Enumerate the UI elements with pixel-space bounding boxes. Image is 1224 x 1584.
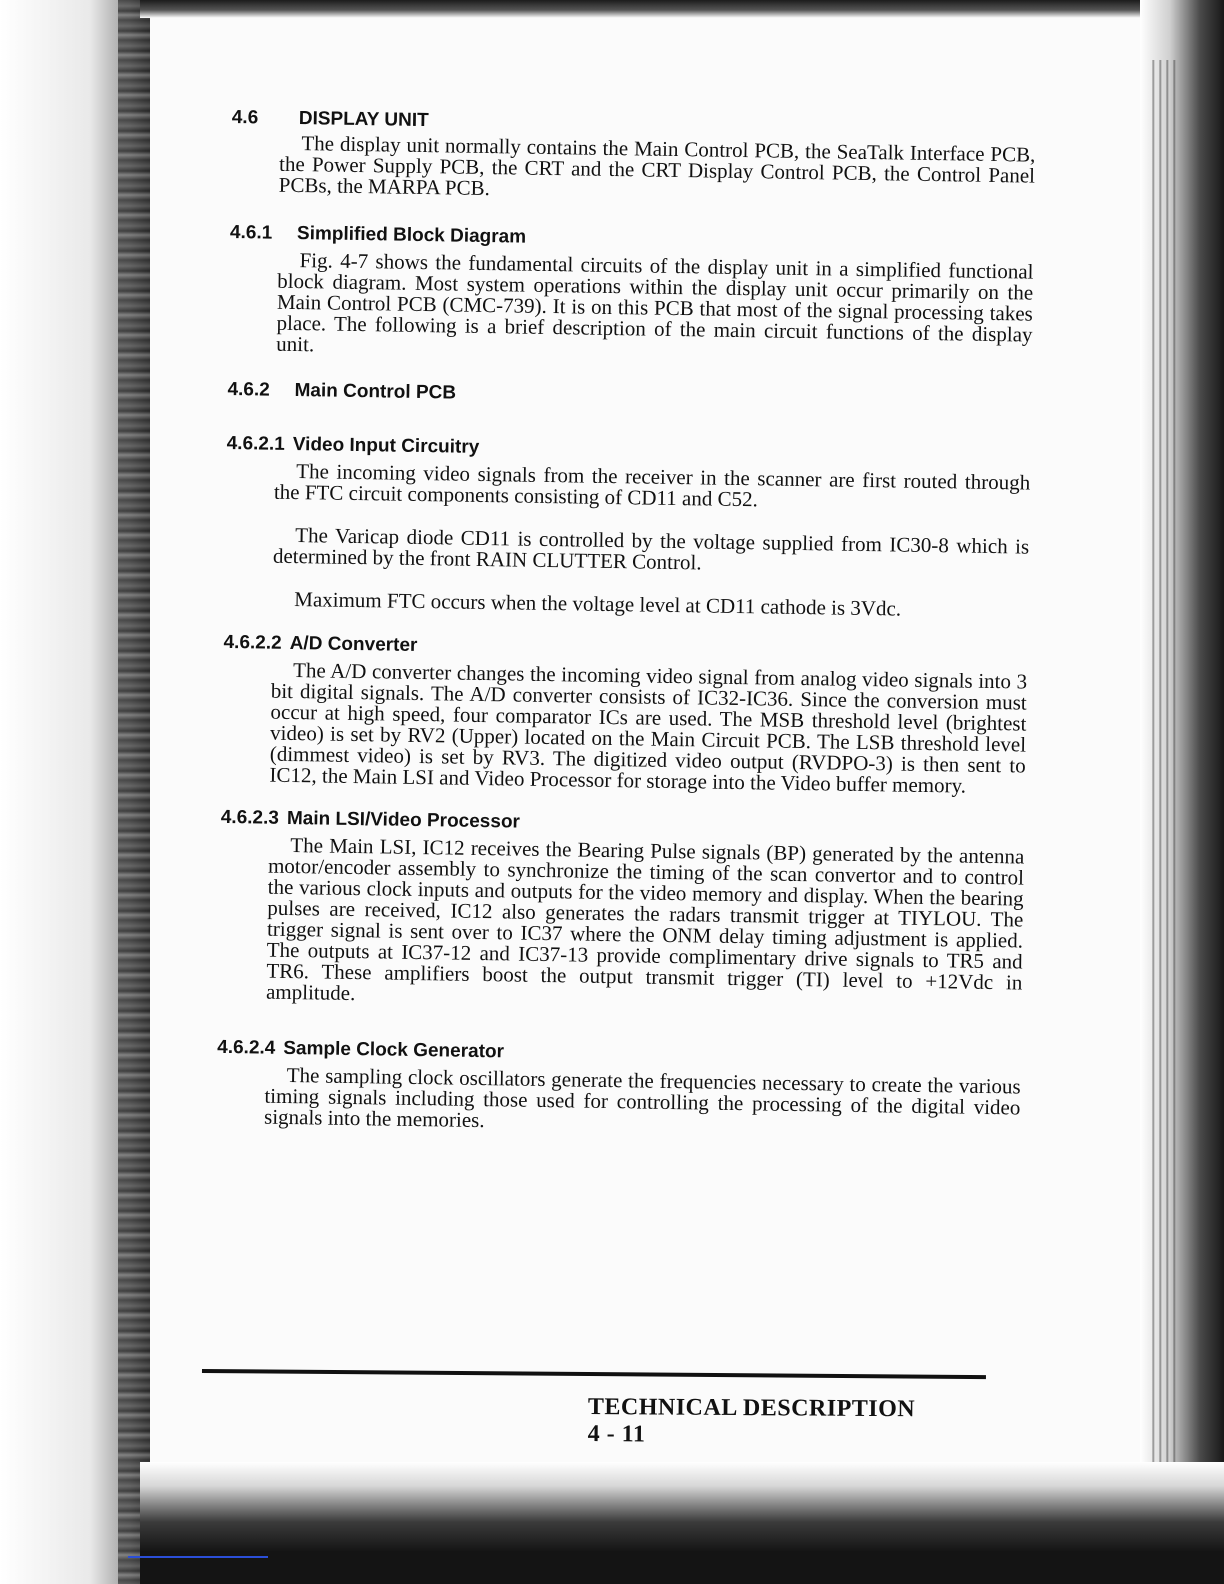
paragraph-sample-clock-generator: The sampling clock oscillators generate the frequencies necessary to create the various timing signals including those used for controlling the processing of the digital video signals into the memories. bbox=[263, 1062, 1021, 1133]
paragraph-ad-converter: The A/D converter changes the incoming video signal from analog video signals into 3 bit digital signals. The A/D converter consists of IC32-IC36. Since the conversion must occur at high speed, four comparator ICs are used. The MSB threshold level (brightest video) is set by RV2 (Upper) located on the Main Circuit PCB. The LSB threshold level (dimmest video) is set by RV3. The digitized video output (RVDPO-3) is then sent to IC12, the Main LSI and Video Processor for storage into the Video buffer memory. bbox=[269, 658, 1028, 798]
section-number: 4.6 bbox=[231, 106, 259, 129]
page-content bbox=[216, 106, 1036, 1160]
paragraph-video-input-1: The incoming video signals from the receiver in the scanner are first routed through the FTC circuit components consisting of CD11 and C52. bbox=[273, 459, 1031, 512]
scan-binding-shadow bbox=[118, 0, 154, 1584]
section-number: 4.6.2.3 bbox=[220, 806, 280, 829]
scan-top-edge bbox=[140, 0, 1224, 18]
section-number: 4.6.2.4 bbox=[217, 1036, 276, 1059]
section-title: DISPLAY UNIT bbox=[298, 108, 429, 132]
section-number: 4.6.2.1 bbox=[226, 432, 285, 455]
section-title: Simplified Block Diagram bbox=[296, 223, 527, 248]
section-number: 4.6.1 bbox=[229, 221, 273, 244]
scan-bottom-edge bbox=[140, 1462, 1224, 1584]
section-title: Sample Clock Generator bbox=[283, 1037, 505, 1063]
paragraph-video-input-2: The Varicap diode CD11 is controlled by the voltage supplied from IC30-8 which is determined by the front RAIN CLUTTER Control. bbox=[272, 523, 1030, 575]
section-title: Main Control PCB bbox=[294, 380, 457, 404]
paragraph-simplified-block-diagram: Fig. 4-7 shows the fundamental circuits of the display unit in a simplified functional block diagram. Most system operations within the display unit occur primarily on the Main Control PCB (CMC-739). It is on this PCB that most of the signal processing takes place. The following is a brief description of the main circuit functions of the display unit. bbox=[276, 248, 1034, 357]
section-title: Main LSI/Video Processor bbox=[286, 807, 521, 833]
page-number: 4 - 11 bbox=[587, 1420, 646, 1448]
scan-blue-mark bbox=[128, 1556, 268, 1558]
section-number: 4.6.2 bbox=[227, 378, 270, 401]
section-title: Video Input Circuitry bbox=[292, 433, 480, 458]
page-footer bbox=[588, 1394, 988, 1451]
paragraph-video-input-3: Maximum FTC occurs when the voltage level at CD11 cathode is 3Vdc. bbox=[294, 587, 902, 621]
section-title: A/D Converter bbox=[289, 632, 418, 656]
footer-label: TECHNICAL DESCRIPTION bbox=[587, 1394, 916, 1423]
section-heading-main-control-pcb bbox=[227, 378, 1007, 414]
scan-page-stack bbox=[1148, 60, 1178, 1500]
paragraph-display-unit: The display unit normally contains the Main Control PCB, the SeaTalk Interface PCB, the Power Supply PCB, the CRT and the CRT Display Control PCB, the Control Panel PCBs, the MARPA PCB. bbox=[278, 131, 1036, 201]
paragraph-main-lsi-video-processor: The Main LSI, IC12 receives the Bearing Pulse signals (BP) generated by the antenna motor/encoder assembly to synchronize the timing of the scan convertor and to control the various clock inputs and outputs for the video memory and display. When the bearing pulses are received, IC12 also generates the radars transmit trigger at TIYLOU. The trigger signal is sent over to IC37 where the ONM delay timing adjustment is applied. The outputs at IC37-12 and IC37-13 provide complimentary drive signals to TR5 and TR6. These amplifiers boost the output transmit trigger (TI) level to +12Vdc in amplitude. bbox=[265, 833, 1025, 1006]
section-number: 4.6.2.2 bbox=[223, 631, 282, 654]
